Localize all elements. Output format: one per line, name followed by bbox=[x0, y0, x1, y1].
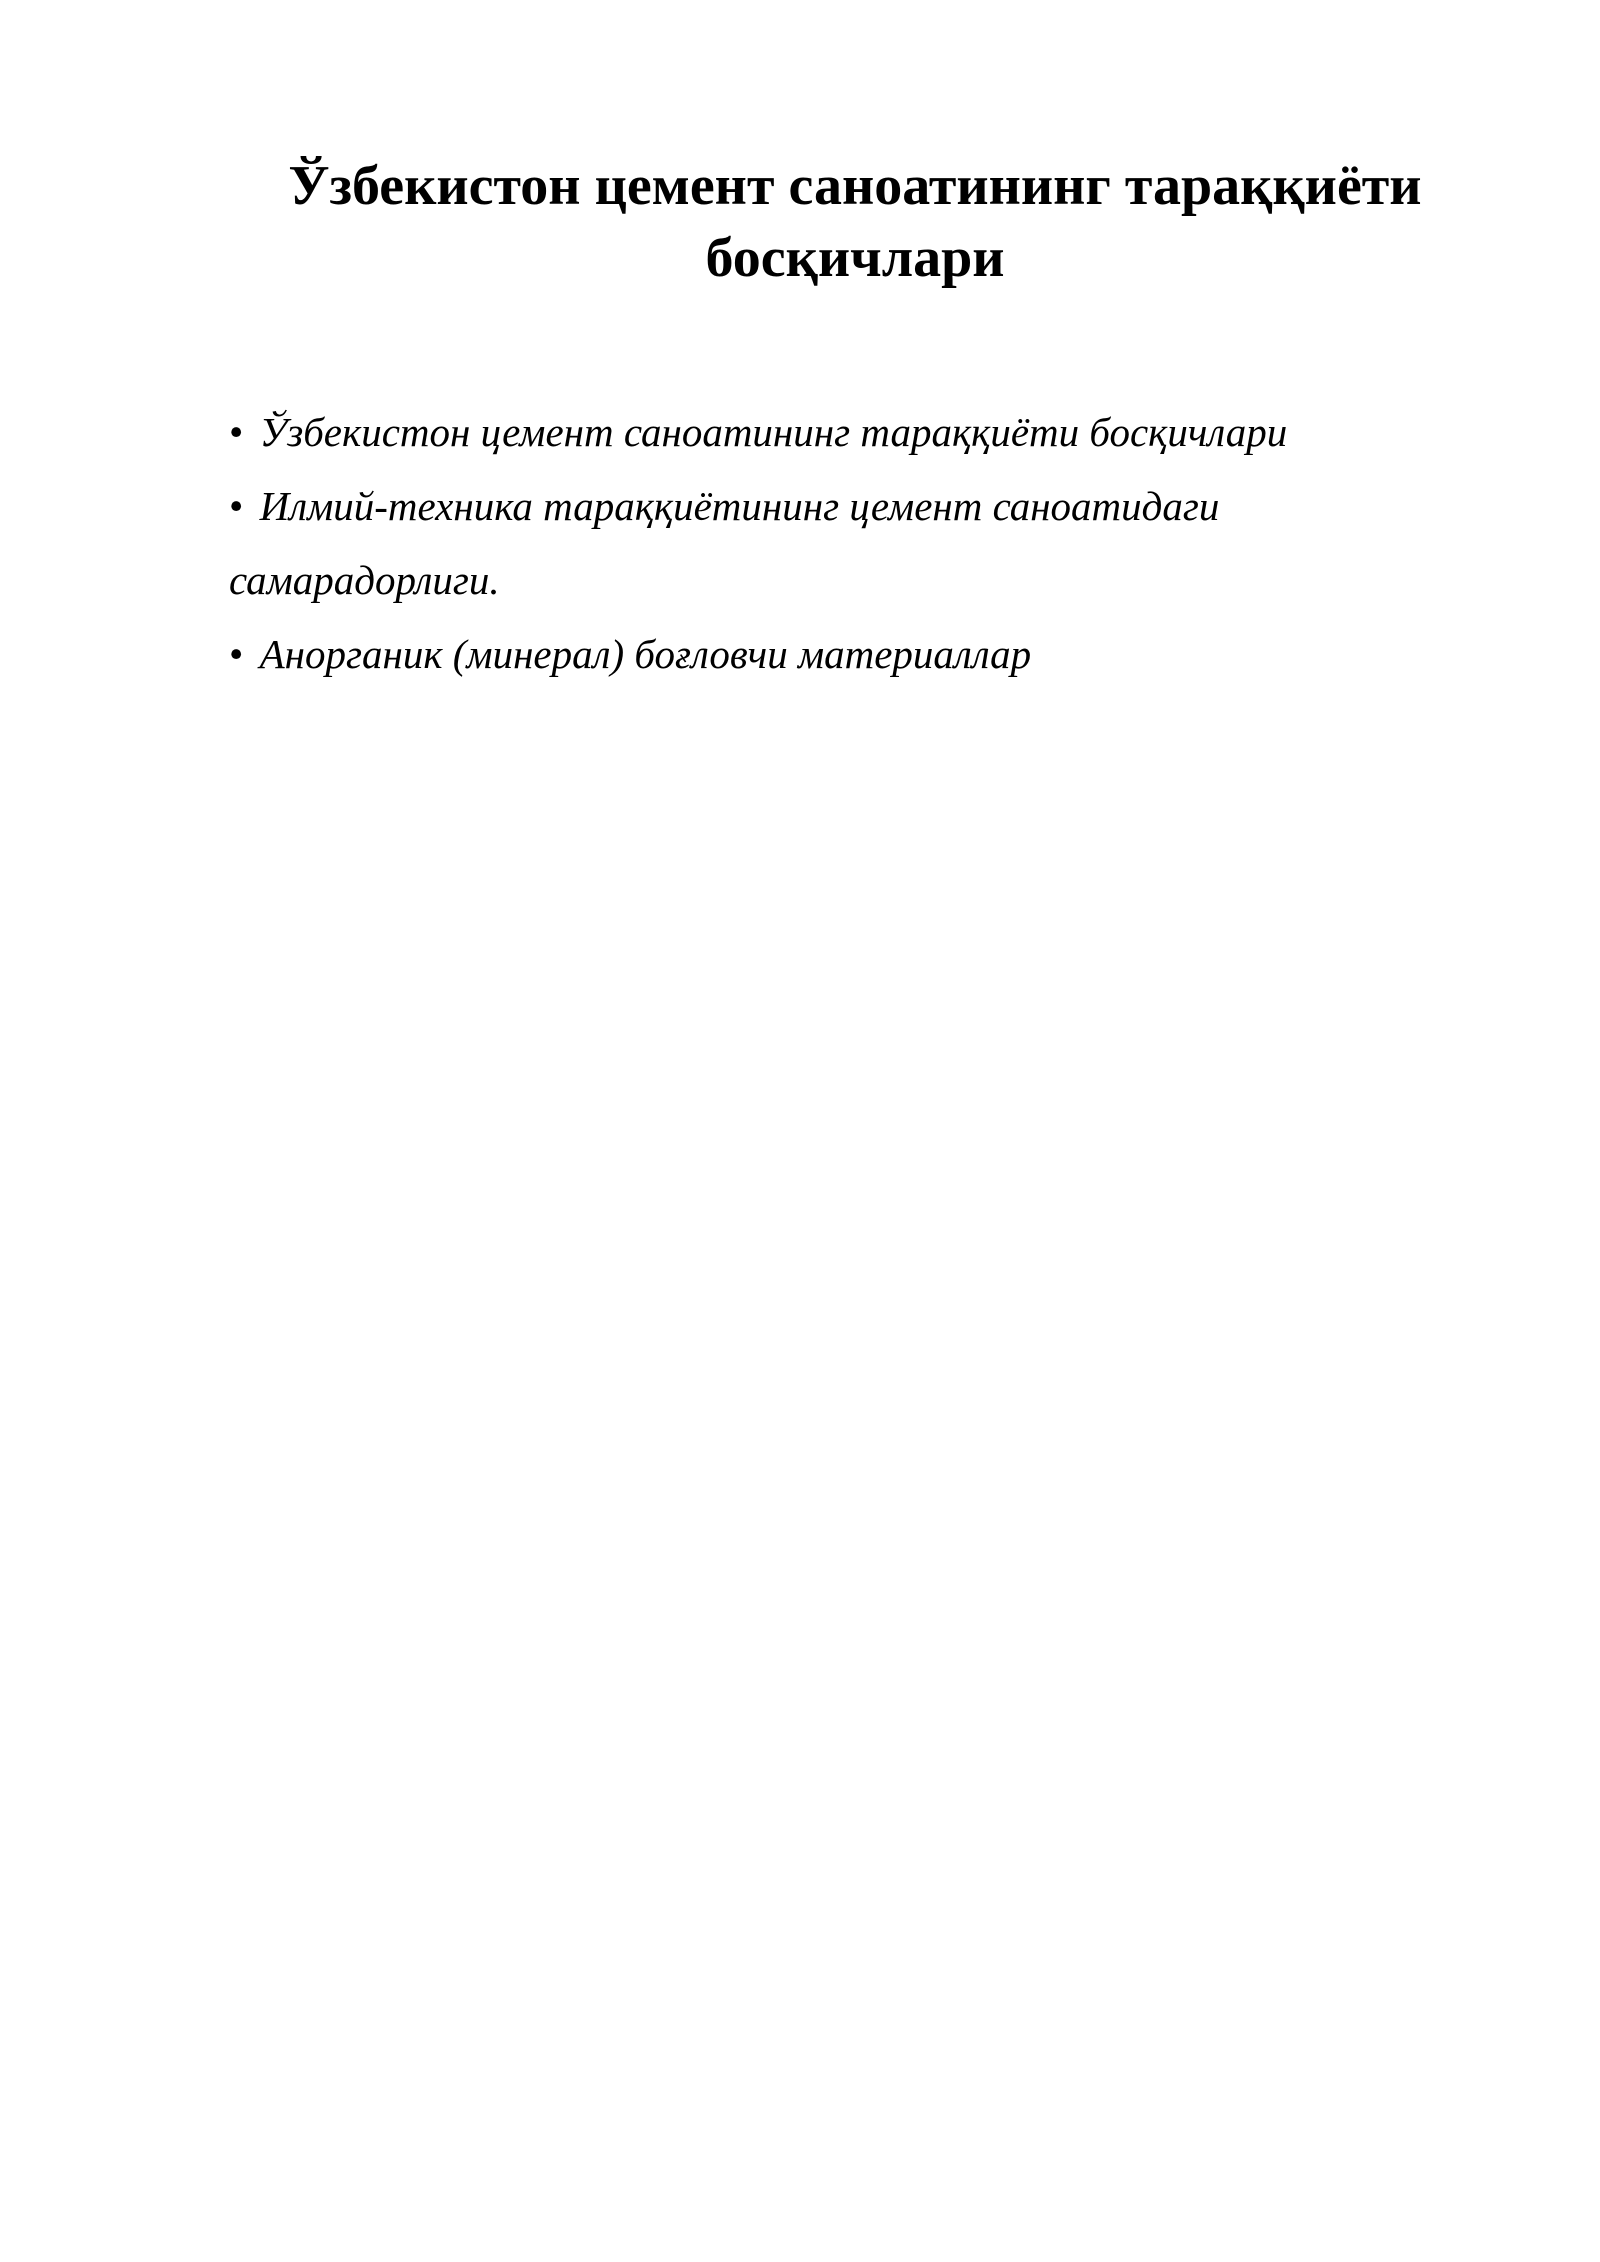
list-item bbox=[229, 617, 1389, 691]
bullet-icon: • bbox=[229, 631, 244, 677]
page-title: Ўзбекистон цемент саноатининг тараққиёти босқичлари bbox=[288, 155, 1422, 289]
bullet-list bbox=[229, 395, 1389, 691]
list-item-text: Ўзбекистон цемент саноатининг тараққиёти босқичлари bbox=[259, 409, 1288, 455]
list-item-text: Илмий-техника тараққиётининг цемент саноатидаги самарадорлиги. bbox=[229, 483, 1220, 603]
bullet-icon: • bbox=[229, 409, 244, 455]
list-item-text: Анорганик (минерал) боғловчи материаллар bbox=[259, 631, 1032, 677]
list-item bbox=[229, 395, 1389, 469]
list-item bbox=[229, 469, 1389, 617]
bullet-icon: • bbox=[229, 483, 244, 529]
